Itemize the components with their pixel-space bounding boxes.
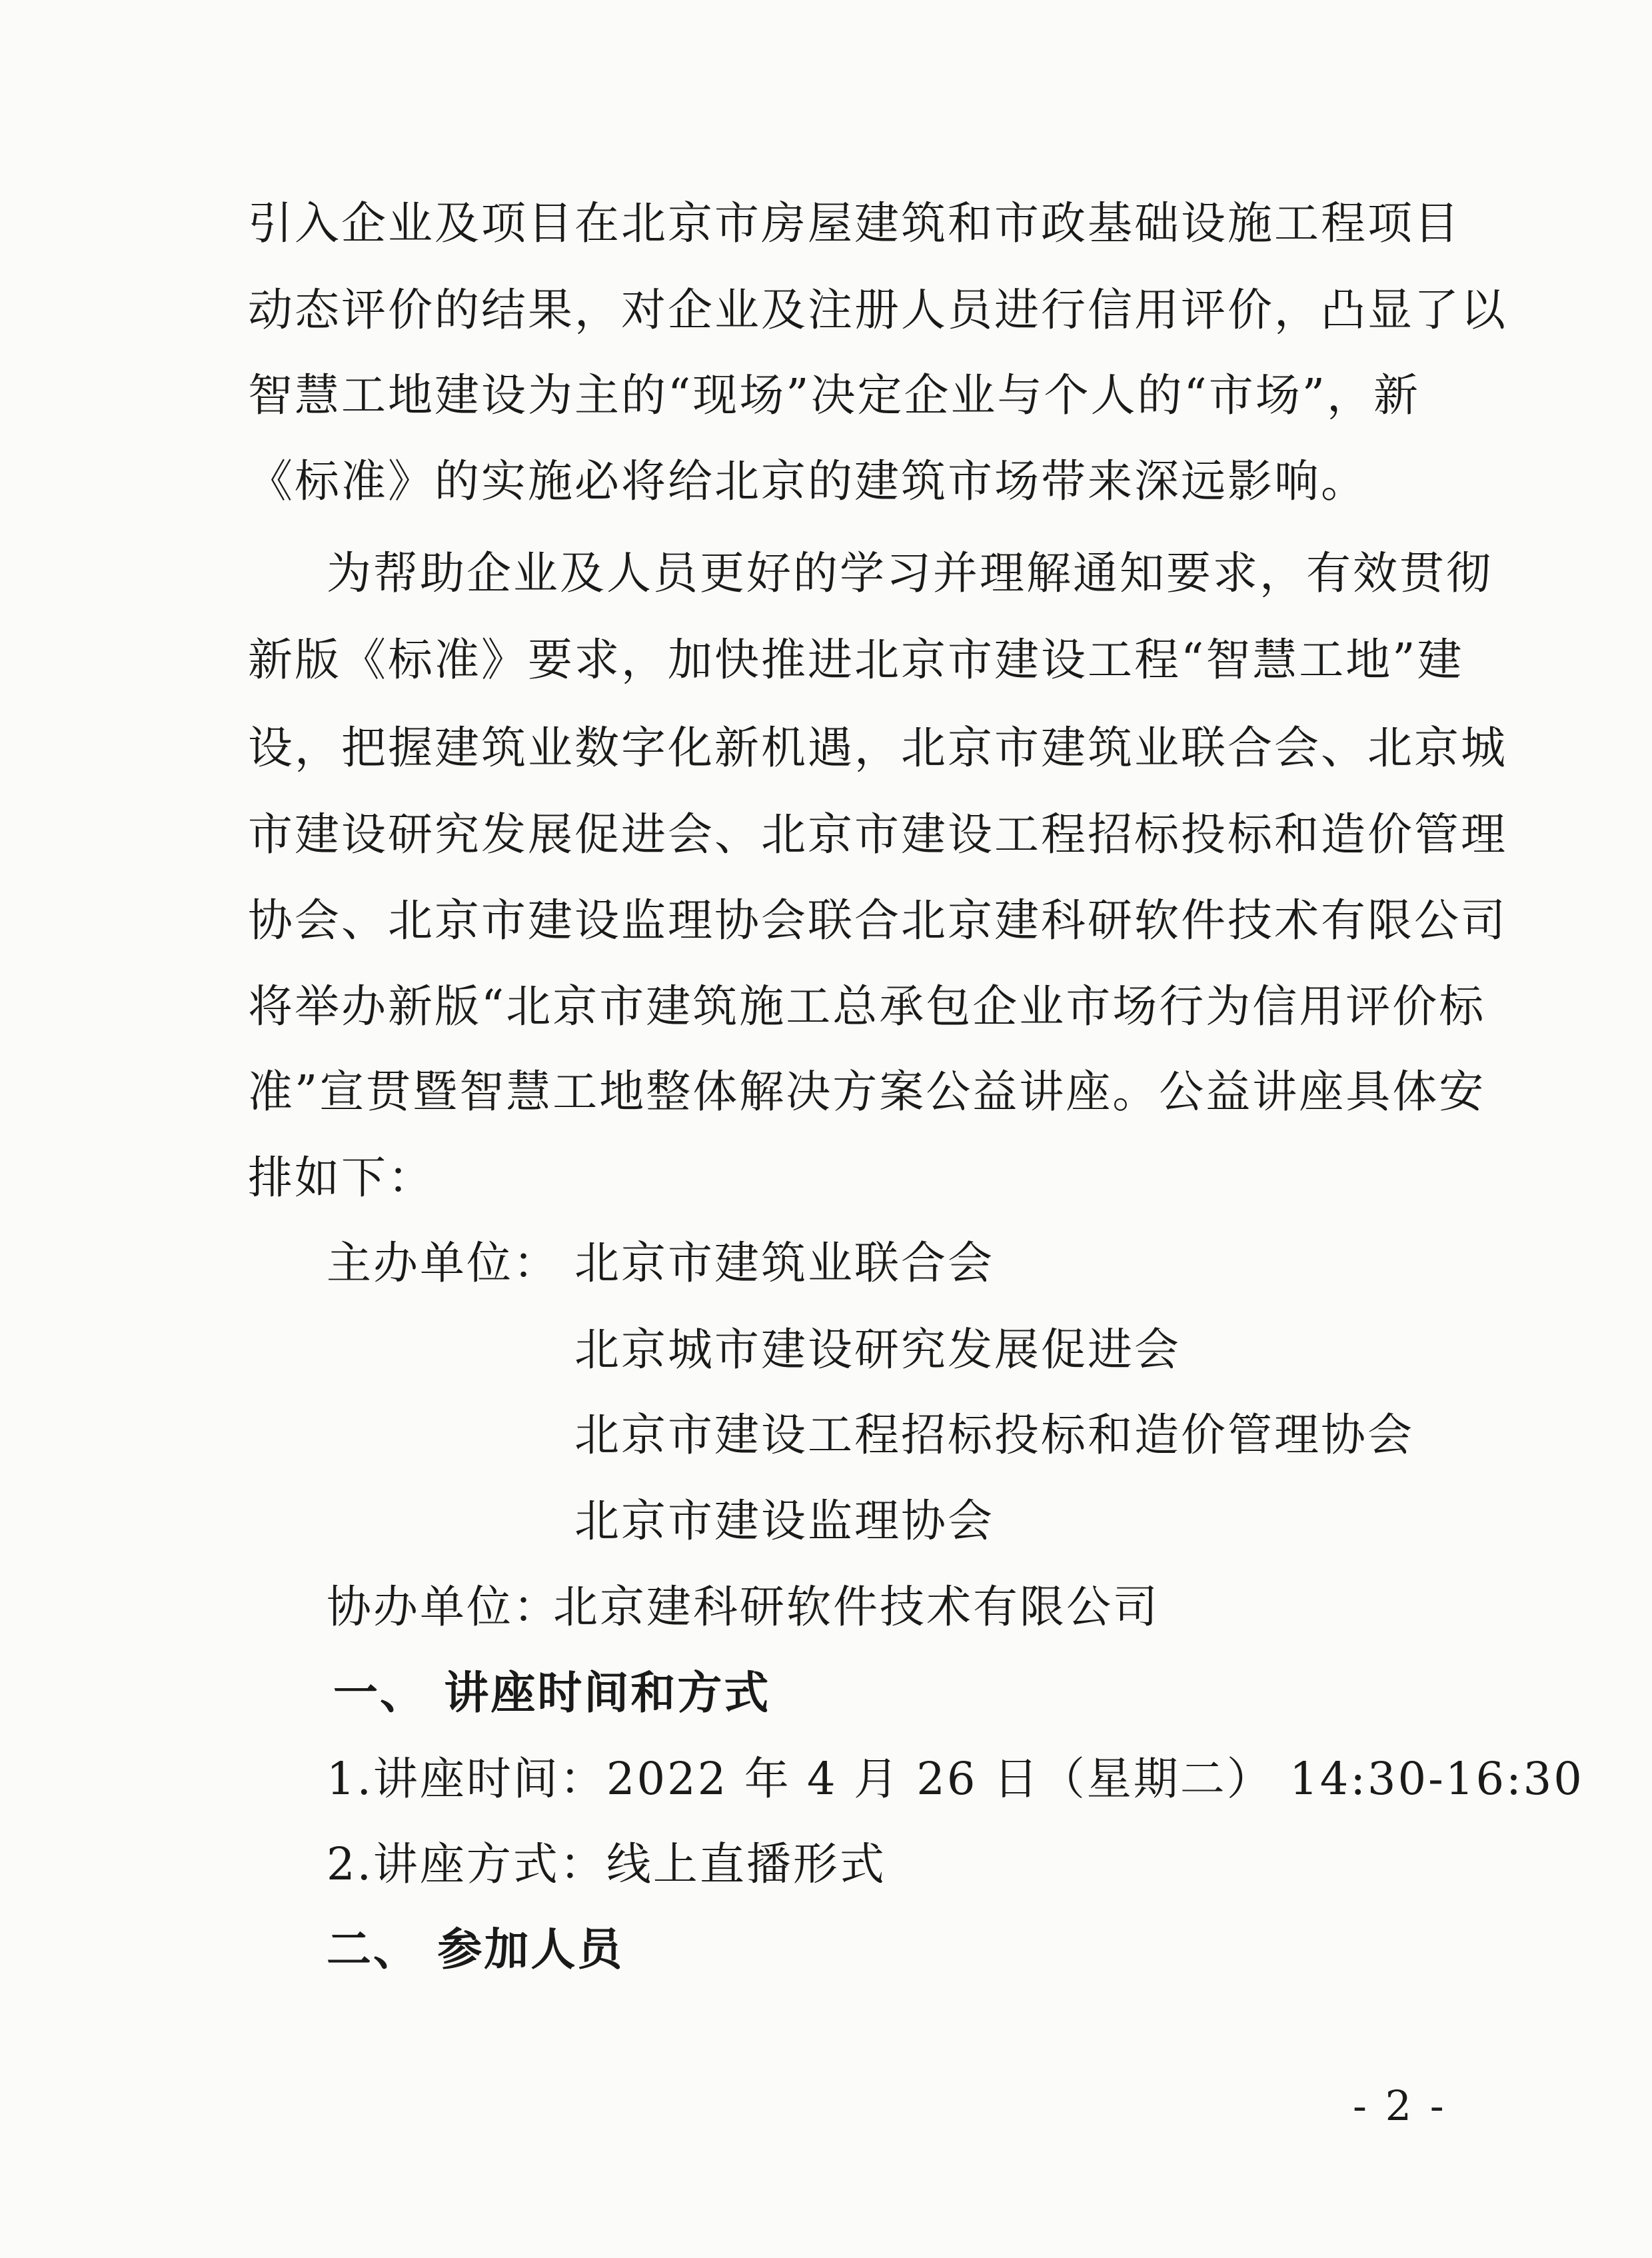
co-organizer-value: 北京建科研软件技术有限公司: [553, 1581, 1160, 1633]
intro-line-4: 《标准》的实施必将给北京的建筑市场带来深远影响。: [248, 455, 1367, 507]
purpose-line-7: 准”宣贯暨智慧工地整体解决方案公益讲座。公益讲座具体安: [248, 1066, 1486, 1118]
purpose-line-8: 排如下：: [248, 1152, 434, 1204]
intro-line-3: 智慧工地建设为主的“现场”决定企业与个人的“市场”，新: [248, 369, 1421, 421]
intro-line-1: 引入企业及项目在北京市房屋建筑和市政基础设施工程项目: [248, 197, 1461, 249]
page-number: - 2 -: [1353, 2081, 1447, 2130]
organizer-item-3: 北京市建设工程招标投标和造价管理协会: [574, 1409, 1414, 1461]
lecture-time-line: 1.讲座时间：2022 年 4 月 26 日（星期二） 14:30-16:30: [327, 1753, 1584, 1805]
purpose-line-6: 将举办新版“北京市建筑施工总承包企业市场行为信用评价标: [248, 980, 1486, 1032]
purpose-line-4: 市建设研究发展促进会、北京市建设工程招标投标和造价管理: [248, 808, 1507, 860]
section-one-heading: 一、 讲座时间和方式: [333, 1666, 771, 1719]
purpose-line-1: 为帮助企业及人员更好的学习并理解通知要求，有效贯彻: [327, 547, 1493, 599]
section-two-heading: 二、 参加人员: [327, 1923, 624, 1975]
organizer-item-1: 北京市建筑业联合会: [574, 1237, 994, 1289]
intro-line-2: 动态评价的结果，对企业及注册人员进行信用评价，凸显了以: [248, 284, 1507, 336]
organizer-item-2: 北京城市建设研究发展促进会: [574, 1324, 1181, 1376]
organizers-label: 主办单位：: [327, 1237, 560, 1289]
lecture-mode-line: 2.讲座方式：线上直播形式: [327, 1838, 886, 1890]
co-organizer-label: 协办单位：: [327, 1581, 560, 1633]
purpose-line-3: 设，把握建筑业数字化新机遇，北京市建筑业联合会、北京城: [248, 722, 1507, 774]
purpose-line-2: 新版《标准》要求，加快推进北京市建设工程“智慧工地”建: [248, 634, 1464, 686]
organizer-item-4: 北京市建设监理协会: [574, 1495, 994, 1547]
purpose-line-5: 协会、北京市建设监理协会联合北京建科研软件技术有限公司: [248, 894, 1507, 946]
